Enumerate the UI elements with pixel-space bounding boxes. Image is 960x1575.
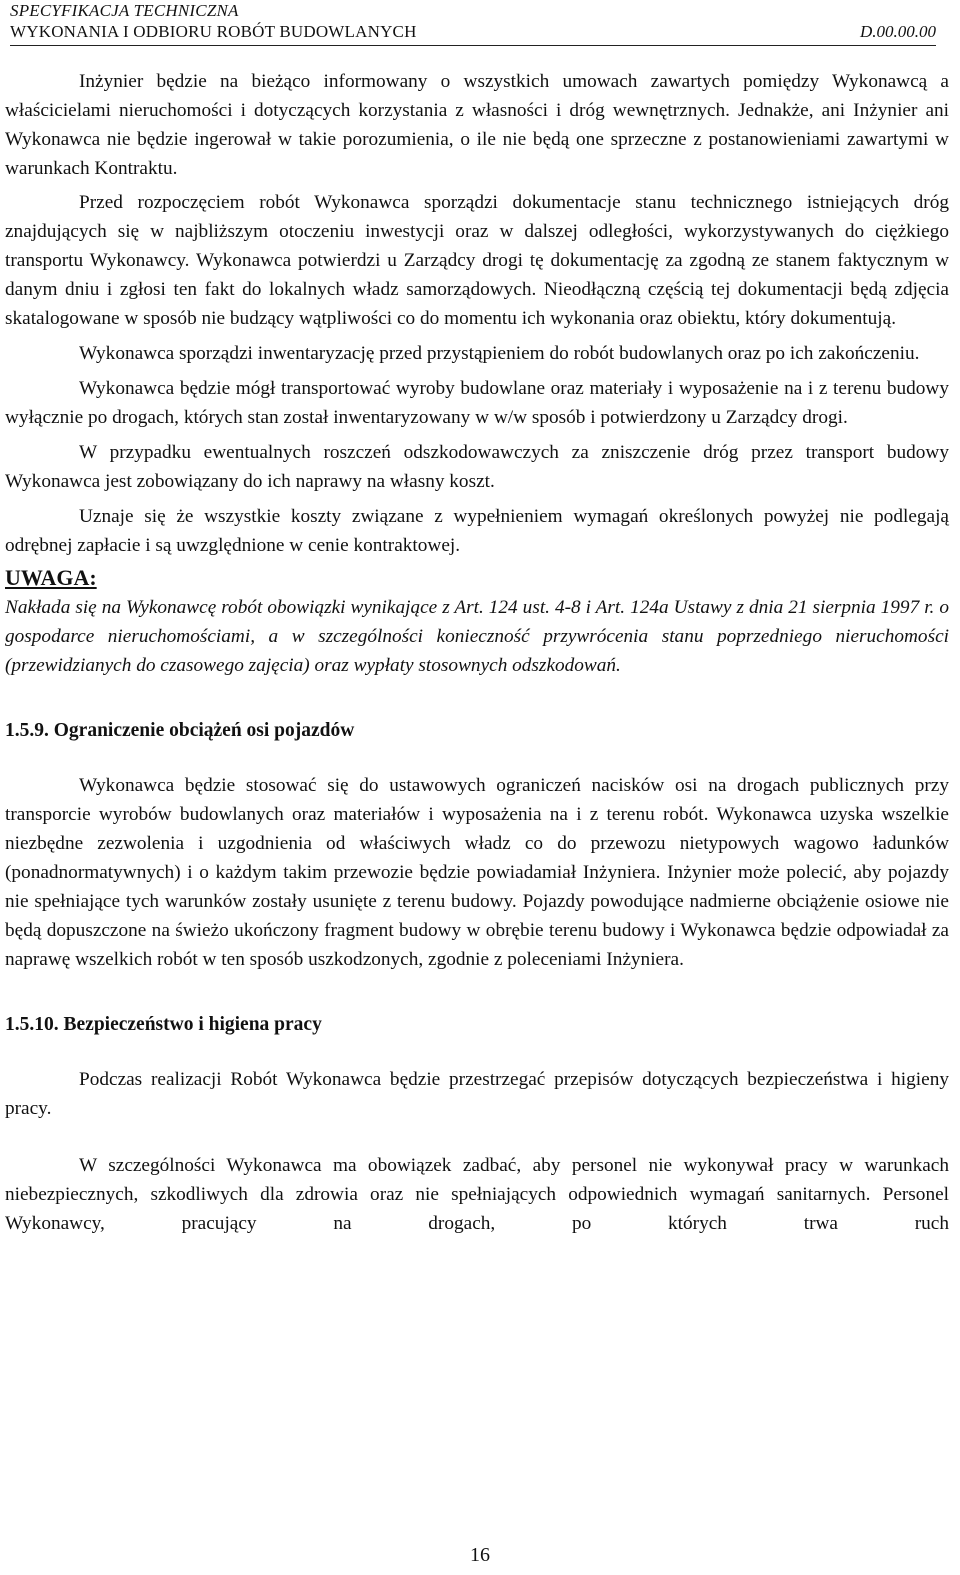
uwaga-note: Nakłada się na Wykonawcę robót obowiązki wynikające z Art. 124 ust. 4-8 i Art. 124a Ustawy z dnia 21 sierpnia 1997 r. o gospodarce nieruchomościami, a w szczególności konieczność przywrócenia stanu poprzedniego nieruchomości (przewidzianych do czasowego zajęcia) oraz wypłaty stosownych odszkodowań. [5, 597, 949, 676]
uwaga-label: UWAGA: [5, 565, 97, 590]
page-header [5, 0, 950, 52]
page-number: 16 [470, 1544, 490, 1566]
section-heading-safety: 1.5.10. Bezpieczeństwo i higiena pracy [5, 1014, 322, 1035]
header-title-line1: SPECYFIKACJA TECHNICZNA [10, 1, 239, 20]
paragraph-axle-loads: Wykonawca będzie stosować się do ustawowych ograniczeń nacisków osi na drogach publicznych przy transporcie wyrobów budowlanych oraz materiałów i wyposażenia na i z terenu robót. Wykonawca uzyska wszelkie niezbędne zezwolenia i uzgodnienia od właściwych władz co do przewozu nietypowych wagowo ładunków (ponadnormatywnych) i o każdym takim przewozie będzie powiadamiał Inżyniera. Inżynier może polecić, aby pojazdy nie spełniające tych warunków zostały usunięte z terenu budowy. Pojazdy powodujące nadmierne obciążenie osiowe nie będą dopuszczone na świeżo ukończony fragment budowy w obrębie terenu budowy i Wykonawca będzie odpowiadał za naprawę wszelkich robót w ten sposób uszkodzonych, zgodnie z poleceniami Inżyniera. [5, 775, 949, 970]
header-title-line2: WYKONANIA I ODBIORU ROBÓT BUDOWLANYCH [10, 22, 417, 41]
page-content [5, 67, 949, 1238]
section-heading-axle-loads: 1.5.9. Ograniczenie obciążeń osi pojazdów [5, 720, 355, 741]
paragraph-inventory: Wykonawca sporządzi inwentaryzację przed przystąpieniem do robót budowlanych oraz po ich zakończeniu. [79, 343, 920, 364]
paragraph-safety-personnel: W szczególności Wykonawca ma obowiązek zadbać, aby personel nie wykonywał pracy w warunkach niebezpiecznych, szkodliwych dla zdrowia oraz nie spełniających odpowiednich wymagań sanitarnych. Personel Wykonawcy, pracujący na drogach, po których trwa ruch [5, 1155, 949, 1234]
header-document-code: D.00.00.00 [859, 22, 936, 41]
paragraph-road-documentation: Przed rozpoczęciem robót Wykonawca sporządzi dokumentacje stanu technicznego istniejących dróg znajdujących się w najbliższym otoczeniu inwestycji oraz w dalszej odległości, wykorzystywanych do ciężkiego transportu Wykonawcy. Wykonawca potwierdzi u Zarządcy drogi tę dokumentację za zgodną ze stanem faktycznym w danym dniu i zgłosi ten fakt do lokalnych władz samorządowych. Nieodłączną częścią tej dokumentacji będą zdjęcia skatalogowane w sposób nie budzący wątpliwości co do momentu ich wykonania oraz obiektu, który dokumentują. [5, 192, 949, 329]
header-divider [10, 45, 936, 46]
paragraph-transport-roads: Wykonawca będzie mógł transportować wyroby budowlane oraz materiały i wyposażenie na i z terenu budowy wyłącznie po drogach, których stan został inwentaryzowany w w/w sposób i potwierdzony u Zarządcy drogi. [5, 378, 949, 428]
paragraph-engineer-agreements: Inżynier będzie na bieżąco informowany o wszystkich umowach zawartych pomiędzy Wykonawcą a właścicielami nieruchomości i dotyczących korzystania z własności i dróg wewnętrznych. Jednakże, ani Inżynier ani Wykonawca nie będzie ingerował w takie porozumienia, o ile nie będą one sprzeczne z postanowieniami zawartymi w warunkach Kontraktu. [5, 71, 949, 179]
paragraph-costs: Uznaje się że wszystkie koszty związane z wypełnieniem wymagań określonych powyżej nie podlegają odrębnej zapłacie i są uwzględnione w cenie kontraktowej. [5, 506, 949, 556]
paragraph-damage-claims: W przypadku ewentualnych roszczeń odszkodowawczych za zniszczenie dróg przez transport budowy Wykonawca jest zobowiązany do ich naprawy na własny koszt. [5, 442, 949, 492]
paragraph-safety-rules: Podczas realizacji Robót Wykonawca będzie przestrzegać przepisów dotyczących bezpieczeństwa i higieny pracy. [5, 1069, 949, 1119]
